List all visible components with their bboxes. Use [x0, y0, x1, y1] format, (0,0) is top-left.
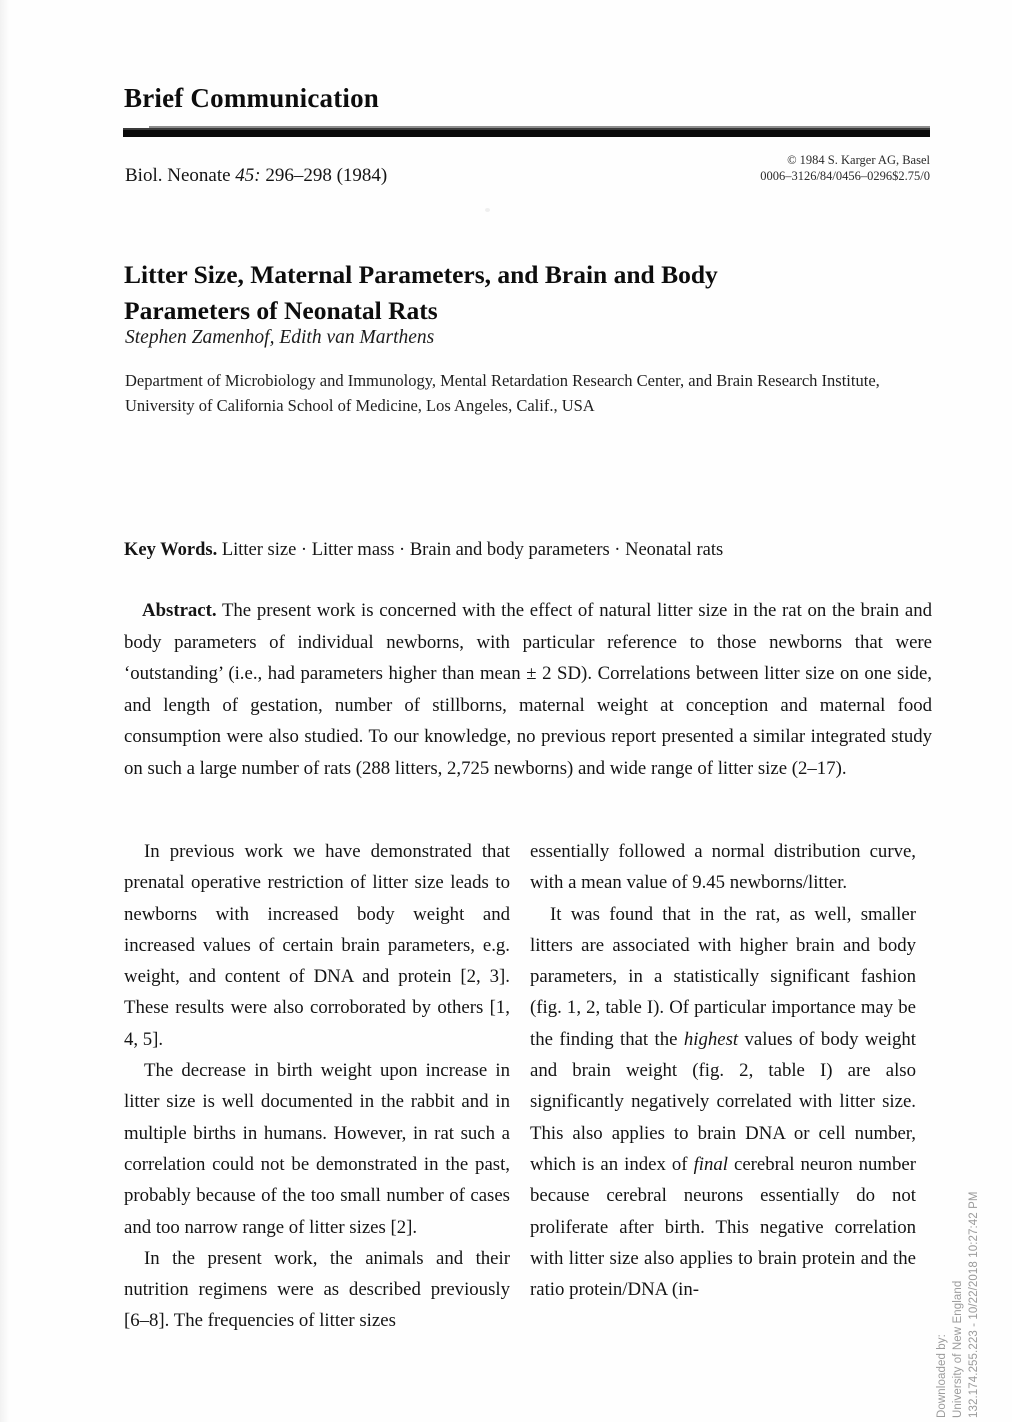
watermark-line-ip-timestamp: 132.174.255.223 - 10/22/2018 10:27:42 PM	[968, 1191, 980, 1418]
copyright-holder: © 1984 S. Karger AG, Basel	[787, 153, 930, 167]
paragraph: The decrease in birth weight upon increase in litter size is well documented in the rabbit and in multiple births in humans. However, in rat such a correlation could not be demonstrated in the past, probably because of the too small number of cases and too narrow range of litter sizes [2].	[124, 1060, 510, 1238]
section-heading: Brief Communication	[124, 83, 380, 113]
abstract-text: The present work is concerned with the effect of natural litter size in the rat on the brain and body parameters of individual newborns, with particular reference to those newborns that were ‘outstanding’ (i.e., had parameters higher than mean ± 2 SD). Correlations between litter size on one side, and length of gestation, number of stillborns, maternal weight at conception and maternal food consumption were also studied. To our knowledge, no previous report presented a similar integrated study on such a large number of rats (288 litters, 2,725 newborns) and wide range of litter size (2–17).	[124, 600, 932, 779]
paragraph-segment: values of body weight and brain weight (fig. 2, table I) are also significantly negatively correlated with litter size. This also applies to brain DNA or cell number, which is an index of	[530, 1028, 916, 1175]
keywords-text: Litter size · Litter mass · Brain and body parameters · Neonatal rats	[217, 540, 724, 560]
download-watermark	[936, 1191, 1002, 1418]
paragraph: In previous work we have demonstrated that prenatal operative restriction of litter size leads to newborns with increased body weight and increased values of certain brain parameters, e.g. weight, and content of DNA and protein [2, 3]. These results were also corroborated by others [1, 4, 5].	[124, 841, 510, 1050]
body-column-right	[530, 836, 916, 1305]
header-divider-thick-line	[123, 130, 930, 137]
scan-artifact-speck	[485, 208, 490, 212]
emphasis-final: final	[693, 1153, 728, 1175]
page-title: Litter Size, Maternal Parameters, and Brain and Body Parameters of Neonatal Rats	[124, 260, 718, 326]
watermark-line-institution: University of New England	[952, 1280, 964, 1418]
watermark-line-downloaded-by: Downloaded by:	[936, 1334, 948, 1418]
keywords-block	[124, 537, 914, 563]
body-column-left	[124, 836, 510, 1337]
emphasis-highest: highest	[683, 1028, 739, 1050]
paragraph-segment: It was found that in the rat, as well, smaller litters are associated with higher brain and body parameters, in a statistically significant fashion (fig. 1, 2, table I). Of particular importance may be the finding that the	[530, 903, 916, 1050]
paragraph: In the present work, the animals and their nutrition regimens were as described previously [6–8]. The frequencies of litter sizes	[124, 1247, 510, 1332]
author-list: Stephen Zamenhof, Edith van Marthens	[125, 327, 435, 348]
journal-citation	[125, 165, 387, 187]
header-divider	[123, 126, 930, 138]
keywords-label: Key Words.	[124, 540, 218, 560]
abstract-block	[124, 595, 932, 784]
journal-name: Biol. Neonate	[125, 165, 236, 186]
paragraph	[530, 899, 916, 1306]
journal-volume: 45:	[235, 165, 261, 186]
page-edge-shading	[0, 0, 10, 1422]
paragraph-segment: cerebral neuron number because cerebral neurons essentially do not proliferate after birth. This negative correlation with litter size also applies to brain protein and the ratio protein/DNA (in-	[530, 1153, 917, 1301]
abstract-label: Abstract.	[142, 600, 217, 621]
copyright-issn-code: 0006–3126/84/0456–0296$2.75/0	[760, 169, 930, 183]
paragraph-continuation: essentially followed a normal distribution curve, with a mean value of 9.45 newborns/litter.	[530, 841, 916, 894]
affiliation: Department of Microbiology and Immunology, Mental Retardation Research Center, and Brain Research Institute, University of California School of Medicine, Los Angeles, Calif., USA	[125, 371, 880, 415]
journal-pages-year: 296–298 (1984)	[260, 165, 388, 186]
copyright-block	[760, 152, 930, 184]
